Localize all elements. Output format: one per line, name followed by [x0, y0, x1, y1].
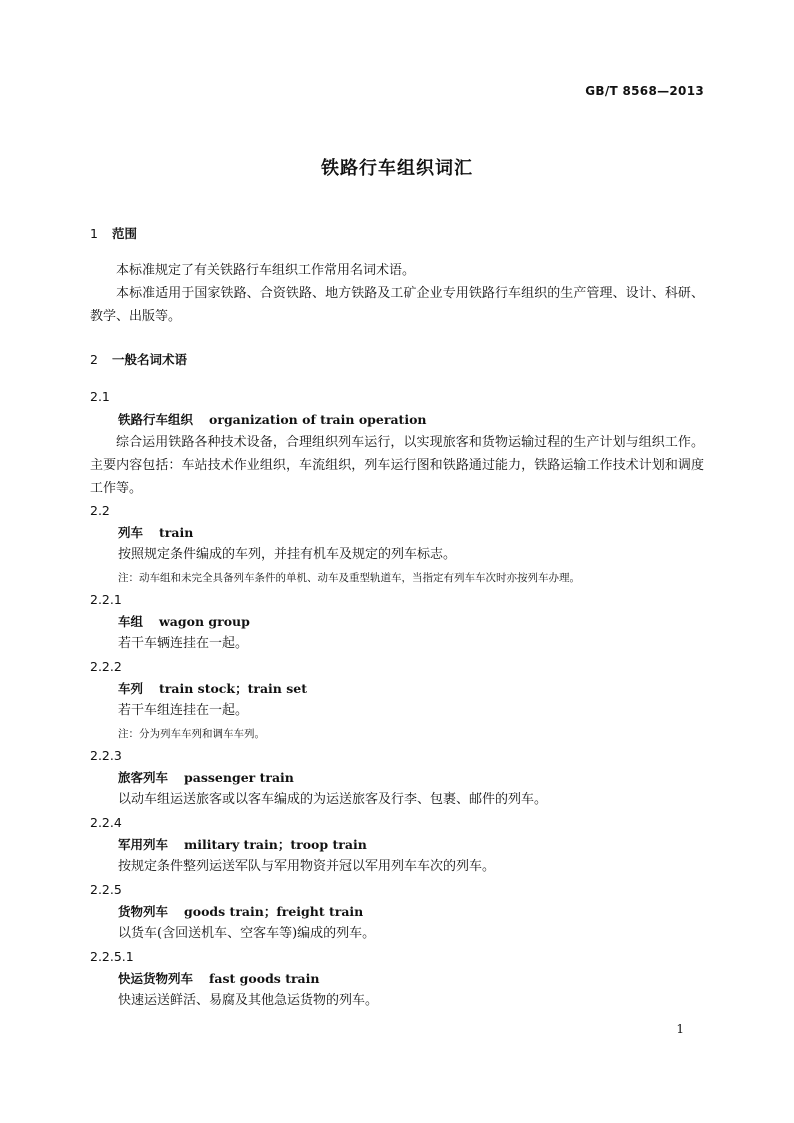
term-number: 2.2.5.1	[90, 948, 134, 964]
term-number: 2.2.5	[90, 881, 122, 897]
term-number: 2.1	[90, 389, 110, 404]
term-entry	[90, 946, 704, 1013]
term-chinese: 车列	[118, 681, 144, 696]
document-body	[90, 224, 704, 1013]
term-heading	[90, 678, 704, 700]
term-number: 2.2.3	[90, 747, 122, 763]
term-entry	[90, 386, 704, 500]
term-heading	[90, 901, 704, 923]
term-heading	[90, 522, 704, 544]
term-chinese: 列车	[118, 525, 144, 540]
term-number: 2.2.2	[90, 658, 122, 674]
term-english: goods train；freight train	[184, 904, 364, 919]
term-definition: 按照规定条件编成的车列，并挂有机车及规定的列车标志。	[118, 547, 457, 562]
section-2-heading	[90, 350, 704, 370]
term-chinese: 货物列车	[118, 904, 169, 919]
term-number: 2.2.1	[90, 591, 122, 607]
term-entry	[90, 656, 704, 745]
term-chinese: 铁路行车组织	[118, 411, 194, 427]
document-title: 铁路行车组织词汇	[321, 158, 473, 179]
term-number: 2.2	[90, 502, 110, 518]
term-definition: 按规定条件整列运送军队与军用物资并冠以军用列车车次的列车。	[118, 859, 496, 874]
term-english: train stock；train set	[159, 681, 307, 696]
term-heading	[90, 767, 704, 789]
term-chinese: 军用列车	[118, 837, 169, 852]
term-definition: 综合运用铁路各种技术设备，合理组织列车运行，以实现旅客和货物运输过程的生产计划与组织工作。主要内容包括：车站技术作业组织，车流组织，列车运行图和铁路通过能力，铁路运输工作技术计划和调度工作等。	[90, 434, 704, 496]
term-heading	[90, 834, 704, 856]
term-entry	[90, 745, 704, 812]
standard-code: GB/T 8568—2013	[585, 84, 704, 98]
term-definition: 以动车组运送旅客或以客车编成的为运送旅客及行李、包裹、邮件的列车。	[118, 792, 548, 807]
term-definition: 以货车(含回送机车、空客车等)编成的列车。	[118, 926, 376, 941]
term-entry	[90, 879, 704, 946]
term-entry	[90, 500, 704, 589]
section-number: 1	[90, 226, 98, 241]
term-english: wagon group	[159, 614, 250, 629]
term-definition: 若干车组连挂在一起。	[118, 703, 249, 718]
term-note: 注：分为列车车列和调车车列。	[118, 727, 265, 740]
term-note: 注：动车组和未完全具备列车条件的单机、动车及重型轨道车，当指定有列车车次时亦按列车办理。	[118, 571, 580, 584]
term-english: train	[159, 525, 194, 540]
term-definition: 若干车辆连挂在一起。	[118, 636, 249, 651]
scope-paragraph: 本标准适用于国家铁路、合资铁路、地方铁路及工矿企业专用铁路行车组织的生产管理、设计、科研、教学、出版等。	[90, 286, 704, 324]
term-chinese: 旅客列车	[118, 770, 169, 785]
term-heading	[90, 968, 704, 990]
term-heading	[90, 611, 704, 633]
term-number: 2.2.4	[90, 814, 122, 830]
term-entry	[90, 812, 704, 879]
term-chinese: 车组	[118, 614, 144, 629]
section-1-heading	[90, 224, 704, 244]
section-number: 2	[90, 352, 98, 367]
term-english: organization of train operation	[209, 411, 427, 427]
term-entry	[90, 589, 704, 656]
page-number: 1	[676, 1022, 684, 1036]
term-english: fast goods train	[209, 971, 320, 986]
section-title: 一般名词术语	[112, 352, 188, 367]
term-heading	[90, 409, 704, 431]
scope-paragraph: 本标准规定了有关铁路行车组织工作常用名词术语。	[116, 263, 416, 278]
term-definition: 快速运送鲜活、易腐及其他急运货物的列车。	[118, 993, 379, 1008]
section-title: 范围	[112, 226, 138, 241]
term-english: military train；troop train	[184, 837, 367, 852]
term-english: passenger train	[184, 770, 294, 785]
term-chinese: 快运货物列车	[118, 971, 194, 986]
